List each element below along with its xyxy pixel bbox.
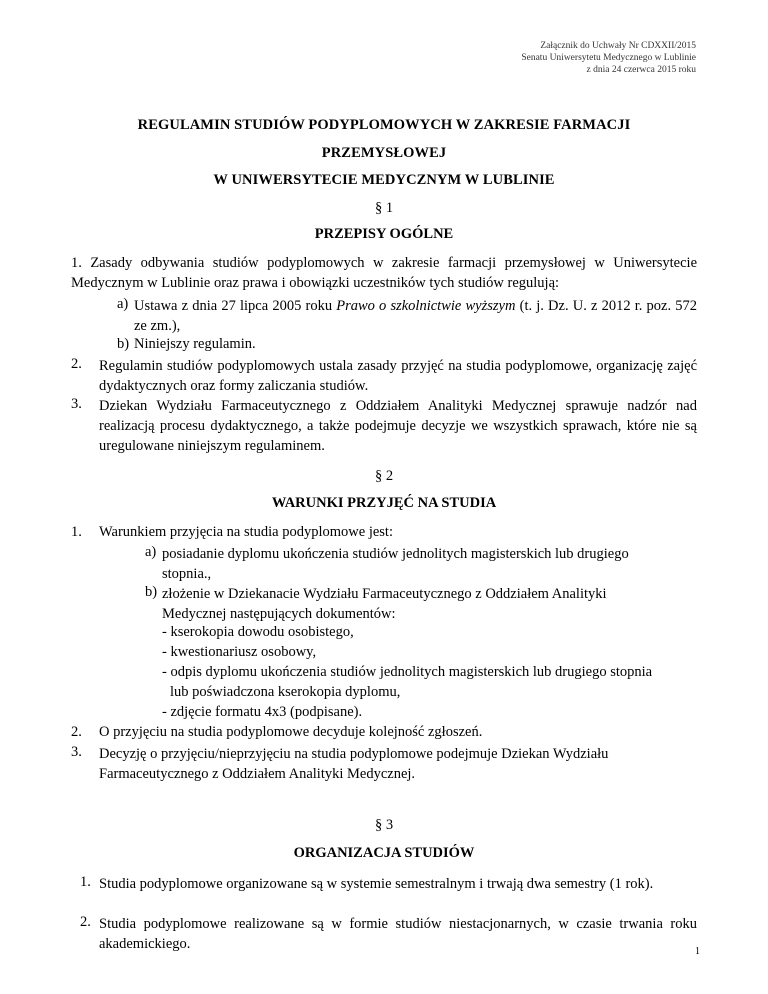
sec2-sub-a-marker: a) <box>145 544 157 560</box>
section-1-item-1-number: 1. <box>71 255 82 271</box>
document-list-item-1: - kserokopia dowodu osobistego, <box>162 624 354 640</box>
section-3-item-2-text: Studia podyplomowe realizowane są w formie studiów niestacjonarnych, w czasie trwania roku akademickiego. <box>99 916 697 952</box>
title-line-2: PRZEMYSŁOWEJ <box>321 145 447 161</box>
section-1-item-1-text: Zasady odbywania studiów podyplomowych w zakresie farmacji przemysłowej w Uniwersytecie Medycznym w Lublinie oraz prawa i obowiązki uczestników tych studiów regulują: <box>71 255 698 291</box>
sub-item-b-marker: b) <box>117 336 130 352</box>
section-3-item-1-text: Studia podyplomowe organizowane są w systemie semestralnym i trwają dwa semestry (1 rok). <box>99 876 654 892</box>
section-2-item-3-text: Decyzję o przyjęciu/nieprzyjęciu na studia podyplomowe podejmuje Dziekan Wydziału Farmaceutycznego z Oddziałem Analityki Medycznej. <box>99 746 609 782</box>
sec2-sub-b-marker: b) <box>145 584 158 600</box>
section-2-item-2-number: 2. <box>71 724 82 740</box>
title-line-1: REGULAMIN STUDIÓW PODYPLOMOWYCH W ZAKRESIE FARMACJI <box>137 117 631 133</box>
sub-item-a-pre: Ustawa z dnia 27 lipca 2005 roku <box>134 298 333 314</box>
section-3-item-1-number: 1. <box>80 874 91 890</box>
section-1-item-2-number: 2. <box>71 356 82 372</box>
sub-item-b-text: Niniejszy regulamin. <box>134 336 256 352</box>
sub-item-a-text <box>134 296 697 336</box>
section-1-number: § 1 <box>374 200 394 216</box>
document-list-item-3-cont: lub poświadczona kserokopia dyplomu, <box>170 684 401 700</box>
document-list-item-4: - zdjęcie formatu 4x3 (podpisane). <box>162 704 363 720</box>
section-1-item-3-number: 3. <box>71 396 82 412</box>
section-3-heading: ORGANIZACJA STUDIÓW <box>293 845 475 861</box>
annotation-line-2: Senatu Uniwersytetu Medycznego w Lublinie <box>521 53 696 63</box>
header-annotation <box>396 40 696 76</box>
section-2-item-1-text: Warunkiem przyjęcia na studia podyplomowe jest: <box>99 524 393 540</box>
document-list-item-2: - kwestionariusz osobowy, <box>162 644 317 660</box>
annotation-line-1: Załącznik do Uchwały Nr CDXXII/2015 <box>540 41 696 51</box>
sec2-sub-a-text: posiadanie dyplomu ukończenia studiów jednolitych magisterskich lub drugiego stopnia., <box>162 546 629 582</box>
sub-item-a-italic: Prawo o szkolnictwie wyższym <box>336 298 516 314</box>
section-1-item-1 <box>71 253 697 293</box>
annotation-line-3: z dnia 24 czerwca 2015 roku <box>586 65 696 75</box>
section-2-number: § 2 <box>374 468 394 484</box>
sub-item-a-marker: a) <box>117 296 129 312</box>
document-list-item-3: - odpis dyplomu ukończenia studiów jednolitych magisterskich lub drugiego stopnia <box>162 664 653 680</box>
section-3-item-2-number: 2. <box>80 914 91 930</box>
section-1-heading: PRZEPISY OGÓLNE <box>314 226 454 242</box>
sub-item-a-post: (t. j. Dz. U. z 2012 r. poz. 572 ze zm.), <box>134 298 698 334</box>
page-number: 1 <box>695 946 700 957</box>
title-line-3: W UNIWERSYTECIE MEDYCZNYM W LUBLINIE <box>213 172 555 188</box>
section-2-item-3-number: 3. <box>71 744 82 760</box>
section-1-item-2-text: Regulamin studiów podyplomowych ustala zasady przyjęć na studia podyplomowe, organizację zajęć dydaktycznych oraz formy zaliczania studiów. <box>99 358 697 394</box>
section-2-item-2-text: O przyjęciu na studia podyplomowe decyduje kolejność zgłoszeń. <box>99 724 483 740</box>
section-1-item-3-text: Dziekan Wydziału Farmaceutycznego z Oddziałem Analityki Medycznej sprawuje nadzór nad realizacją procesu dydaktycznego, a także podejmuje decyzje we wszystkich sprawach, które nie są uregulowane niniejszym regulaminem. <box>99 398 697 454</box>
section-2-item-1-number: 1. <box>71 524 82 540</box>
section-2-heading: WARUNKI PRZYJĘĆ NA STUDIA <box>271 495 497 511</box>
section-3-number: § 3 <box>374 817 394 833</box>
sec2-sub-b-text: złożenie w Dziekanacie Wydziału Farmaceutycznego z Oddziałem Analityki Medycznej następujących dokumentów: <box>162 586 607 622</box>
